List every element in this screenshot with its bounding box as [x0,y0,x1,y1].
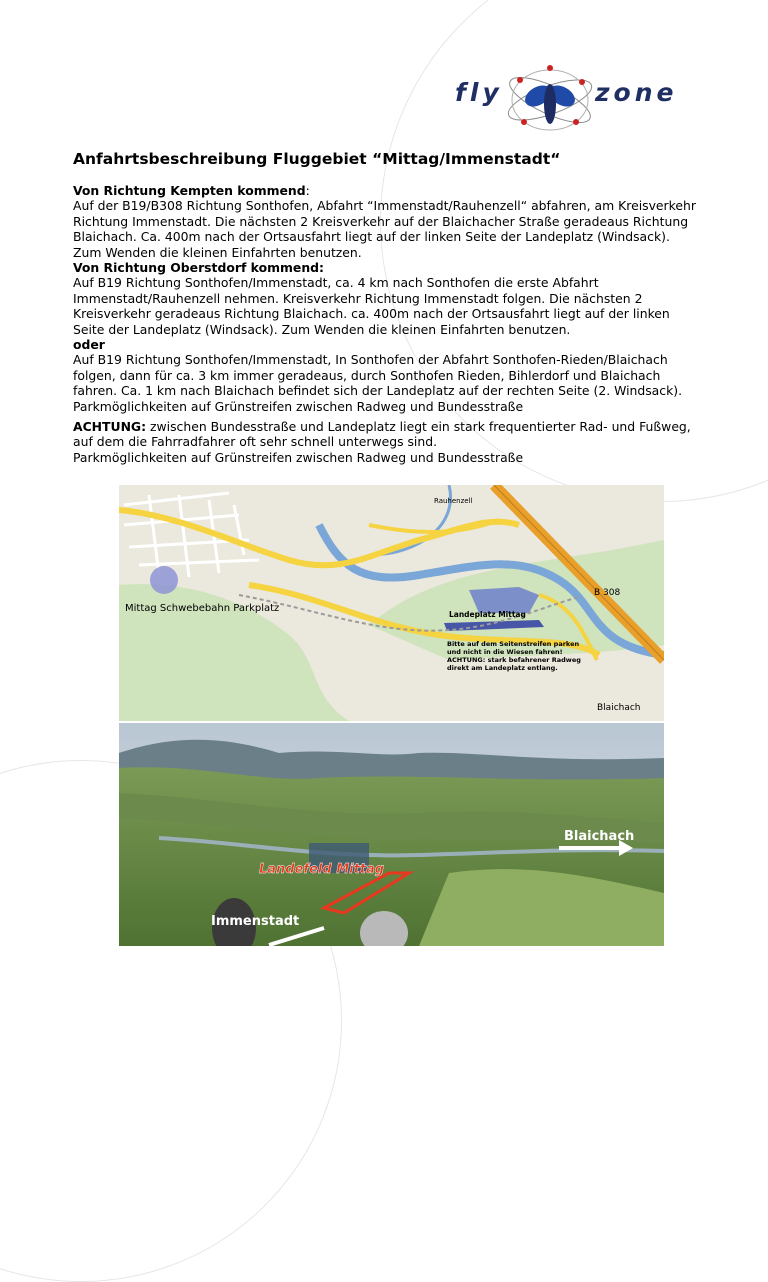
map-note-line: Bitte auf dem Seitenstreifen parken [447,640,580,648]
section-kempten-line: Auf der B19/B308 Richtung Sonthofen, Abfahrt “Immenstadt/Rauhenzell“ abfahren, am Kreisverkehr [73,198,696,214]
section-oder-line: Parkmöglichkeiten auf Grünstreifen zwischen Radweg und Bundesstraße [73,398,524,414]
aerial-photo-drawing [119,723,664,946]
section-oberstdorf-line: Seite der Landeplatz (Windsack). Zum Wenden die kleinen Einfahrten benutzen. [73,321,571,337]
parking-marker [150,566,178,594]
section-oder-line: fahren. Ca. 1 km nach Blaichach befindet sich der Landeplatz auf der rechten Seite (2. Windsack). [73,383,683,399]
warning-line: auf dem die Fahrradfahrer oft sehr schnell unterwegs sind. [73,434,438,450]
map-note-line: direkt am Landeplatz entlang. [447,664,558,672]
directions-text [73,183,713,414]
immenstadt-label: Immenstadt [211,914,300,929]
section-oberstdorf-line: Kreisverkehr geradeaus Richtung Blaichach. ca. 400m nach der Ortsausfahrt liegt auf der linken [73,306,670,322]
warning-heading: ACHTUNG: [73,419,147,434]
map-drawing [119,485,664,721]
highway-label: B 308 [594,588,621,598]
warning-text [73,419,713,465]
map-note-line: ACHTUNG: stark befahrener Radweg [447,656,581,664]
page-title: Anfahrtsbeschreibung Fluggebiet “Mittag/Immenstadt“ [73,150,561,168]
town-label: Blaichach [597,703,641,713]
section-oder-line: Auf B19 Richtung Sonthofen/Immenstadt, In Sonthofen der Abfahrt Sonthofen-Rieden/Blaichach [73,352,668,368]
section-kempten-line: Blaichach. Ca. 400m nach der Ortsausfahrt liegt auf der linken Seite der Landeplatz (Windsack). [73,229,670,245]
location-map [119,485,664,721]
section-oder-heading: oder [73,337,105,353]
warning-line: Parkmöglichkeiten auf Grünstreifen zwischen Radweg und Bundesstraße [73,449,524,465]
fly-emblem-icon [500,60,600,140]
section-kempten-line: Zum Wenden die kleinen Einfahrten benutzen. [73,244,362,260]
warning-line: ACHTUNG: zwischen Bundesstraße und Landeplatz liegt ein stark frequentierter Rad- und Fußweg, [73,419,691,434]
logo-text-fly: fly [455,78,503,107]
village-label: Rauhenzell [434,497,473,505]
section-oberstdorf-line: Immenstadt/Rauhenzell nehmen. Kreisverkehr Richtung Immenstadt folgen. Die nächsten 2 [73,290,643,306]
blaichach-label: Blaichach [564,829,635,844]
section-kempten-line: Richtung Immenstadt. Die nächsten 2 Kreisverkehr auf der Blaichacher Straße geradeaus Richtung [73,213,689,229]
map-note-line: und nicht in die Wiesen fahren! [447,648,563,656]
logo-text-zone: zone [595,78,678,107]
landefeld-label: Landefeld Mittag [259,862,385,877]
section-oberstdorf-line: Auf B19 Richtung Sonthofen/Immenstadt, ca. 4 km nach Sonthofen die erste Abfahrt [73,275,599,291]
section-oder-line: folgen, dann für ca. 3 km immer geradeaus, durch Sonthofen Rieden, Bihlerdorf und Blaichach [73,367,661,383]
flyzone-logo [455,60,678,140]
section-kempten-heading: Von Richtung Kempten kommend: [73,183,310,198]
section-oberstdorf-heading: Von Richtung Oberstdorf kommend: [73,260,324,276]
parking-label: Mittag Schwebebahn Parkplatz [125,603,280,614]
aerial-photo [119,723,664,946]
landing-label: Landeplatz Mittag [449,610,526,619]
